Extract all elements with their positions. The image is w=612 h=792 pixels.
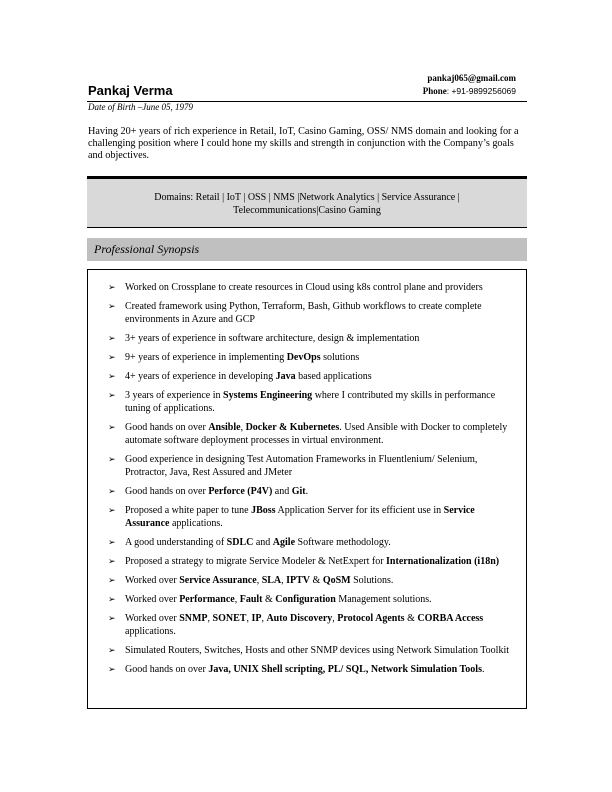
list-item xyxy=(108,352,516,365)
phone xyxy=(423,85,516,98)
text: Proposed a white paper to tune xyxy=(125,505,252,517)
bold-text: Service Assurance xyxy=(125,505,475,529)
list-item xyxy=(108,301,516,327)
bold-text: JBoss xyxy=(251,505,276,517)
text: & xyxy=(404,613,418,625)
text: Created framework using Python, Terraform, Bash, Github workflows to create complete environments in Azure and GCP xyxy=(125,301,482,325)
date-of-birth: Date of Birth –June 05, 1979 xyxy=(88,102,193,112)
bold-text: IPTV xyxy=(286,575,311,587)
text: Simulated Routers, Switches, Hosts and other SNMP devices using Network Simulation Toolkit xyxy=(125,645,510,657)
bold-text: Java, UNIX Shell scripting, PL/ SQL, Network Simulation Tools xyxy=(208,664,482,676)
text: Worked over xyxy=(125,575,180,587)
text: 9+ years of experience in implementing xyxy=(125,352,287,364)
text: where I contributed my skills in performance tuning of applications. xyxy=(125,390,496,415)
bold-text: Ansible xyxy=(208,422,241,434)
arrowhead-bullet-icon: ➢ xyxy=(108,595,116,606)
text: , xyxy=(261,613,267,625)
section-heading-bar xyxy=(87,238,527,261)
bold-text: Internationalization (i18n) xyxy=(386,556,500,568)
text: . xyxy=(305,485,309,497)
arrowhead-bullet-icon: ➢ xyxy=(108,455,116,466)
text: Software methodology. xyxy=(295,536,391,548)
text: , xyxy=(332,613,338,625)
text: A good understanding of xyxy=(125,536,227,548)
text: Good hands on over xyxy=(125,485,209,497)
list-item xyxy=(108,454,516,480)
phone-value: : +91-9899256069 xyxy=(446,86,516,96)
text: Worked on Crossplane to create resources in Cloud using k8s control plane and providers xyxy=(125,282,483,293)
text: Solutions. xyxy=(350,575,394,587)
list-item xyxy=(108,371,516,384)
synopsis-list xyxy=(88,270,526,677)
text: & xyxy=(310,575,323,587)
bold-text: SLA xyxy=(261,575,282,587)
bold-text: Fault xyxy=(239,594,263,606)
phone-label: Phone xyxy=(422,86,447,96)
bold-text: Systems Engineering xyxy=(223,390,313,402)
text: & xyxy=(262,594,276,606)
text: solutions xyxy=(320,352,360,364)
arrowhead-bullet-icon: ➢ xyxy=(108,372,116,383)
email-link[interactable]: pankaj065@gmail.com xyxy=(427,73,516,83)
text: , xyxy=(256,575,262,587)
text: Good hands on over xyxy=(125,664,209,676)
bold-text: Docker & Kubernetes xyxy=(245,422,340,434)
list-item xyxy=(108,613,516,639)
bold-text: SDLC xyxy=(226,536,254,548)
bold-text: QoSM xyxy=(322,575,351,587)
arrowhead-bullet-icon: ➢ xyxy=(108,486,116,497)
arrowhead-bullet-icon: ➢ xyxy=(108,506,116,517)
text: 3 years of experience in xyxy=(125,390,224,402)
text: . xyxy=(481,664,485,676)
bold-text: Service Assurance xyxy=(179,575,257,587)
section-title: Professional Synopsis xyxy=(94,242,200,256)
list-item xyxy=(108,537,516,550)
bold-text: Java xyxy=(275,371,296,383)
list-item xyxy=(108,422,516,448)
text: . Used Ansible with Docker to completely automate software deployment processes in virtual environment. xyxy=(125,422,508,446)
text: , xyxy=(281,575,287,587)
bold-text: SNMP xyxy=(179,613,208,625)
arrowhead-bullet-icon: ➢ xyxy=(108,391,116,402)
domains-box xyxy=(87,176,527,228)
list-item xyxy=(108,282,516,295)
list-item xyxy=(108,505,516,531)
summary-paragraph: Having 20+ years of rich experience in Retail, IoT, Casino Gaming, OSS/ NMS domain and looking for a challenging position where I could hone my skills and strength in conjunction with the Company’s goals and objectives. xyxy=(88,126,519,161)
text: and xyxy=(272,485,292,497)
list-item xyxy=(108,645,516,658)
text: applications. xyxy=(125,626,176,638)
bold-text: IP xyxy=(251,613,262,625)
list-item xyxy=(108,575,516,588)
list-item xyxy=(108,664,516,677)
arrowhead-bullet-icon: ➢ xyxy=(108,302,116,313)
text: , xyxy=(246,613,252,625)
text: Good experience in designing Test Automation Frameworks in Fluentlenium/ Selenium, Protractor, Java, Rest Assured and JMeter xyxy=(125,454,478,478)
text: based applications xyxy=(295,371,372,383)
text: Good hands on over xyxy=(125,422,209,434)
text: applications. xyxy=(169,517,223,529)
synopsis-box xyxy=(87,269,527,709)
text: , xyxy=(240,422,246,434)
bold-text: Agile xyxy=(272,536,296,548)
arrowhead-bullet-icon: ➢ xyxy=(108,283,116,293)
bold-text: DevOps xyxy=(286,352,321,364)
text: and xyxy=(253,536,273,548)
arrowhead-bullet-icon: ➢ xyxy=(108,646,116,657)
arrowhead-bullet-icon: ➢ xyxy=(108,557,116,568)
bold-text: Configuration xyxy=(275,594,336,606)
contact-info xyxy=(423,72,516,98)
arrowhead-bullet-icon: ➢ xyxy=(108,333,116,344)
text: Proposed a strategy to migrate Service Modeler & NetExpert for xyxy=(125,556,387,568)
list-item xyxy=(108,486,516,499)
domains-line-1: Domains: Retail | IoT | OSS | NMS |Network Analytics | Service Assurance | xyxy=(154,192,460,203)
bold-text: Performance xyxy=(179,594,235,606)
text: Application Server for its efficient use in xyxy=(275,505,444,517)
list-item xyxy=(108,594,516,607)
bold-text: Auto Discovery xyxy=(266,613,333,625)
text: Management solutions. xyxy=(335,594,432,606)
list-item xyxy=(108,556,516,569)
bold-text: Perforce (P4V) xyxy=(208,485,273,497)
text: Worked over xyxy=(125,594,180,606)
arrowhead-bullet-icon: ➢ xyxy=(108,423,116,434)
text: Worked over xyxy=(125,613,180,625)
bold-text: Protocol Agents xyxy=(337,613,405,625)
bold-text: CORBA Access xyxy=(417,613,484,625)
text: 4+ years of experience in developing xyxy=(125,371,276,383)
arrowhead-bullet-icon: ➢ xyxy=(108,576,116,587)
text: 3+ years of experience in software architecture, design & implementation xyxy=(125,332,420,344)
arrowhead-bullet-icon: ➢ xyxy=(108,353,116,364)
arrowhead-bullet-icon: ➢ xyxy=(108,665,116,676)
arrowhead-bullet-icon: ➢ xyxy=(108,614,116,625)
candidate-name: Pankaj Verma xyxy=(88,83,173,98)
text: , xyxy=(207,613,213,625)
list-item xyxy=(108,390,516,416)
arrowhead-bullet-icon: ➢ xyxy=(108,537,116,548)
bold-text: Git xyxy=(291,485,306,497)
domains-line-2: Telecommunications|Casino Gaming xyxy=(233,205,381,216)
list-item xyxy=(108,333,516,346)
bold-text: SONET xyxy=(212,613,247,625)
text: , xyxy=(234,594,240,606)
